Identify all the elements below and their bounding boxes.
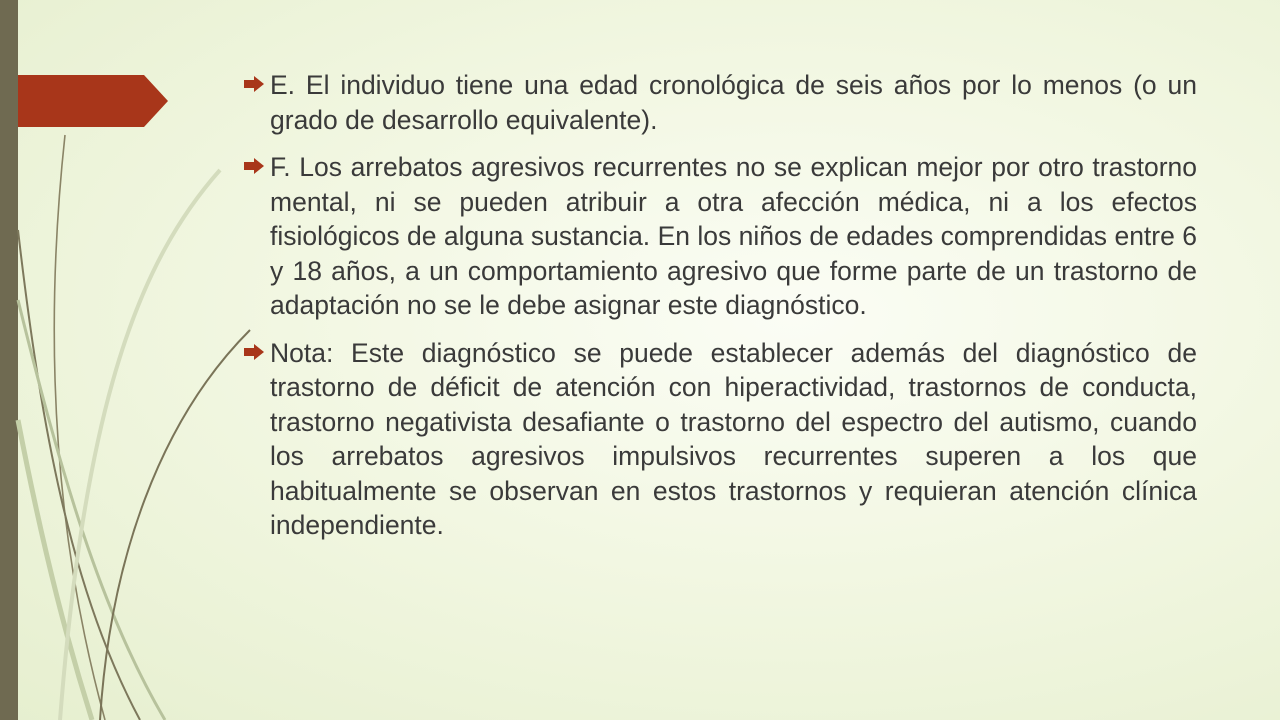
bullet-item-e [244,68,1197,137]
bullet-text: Nota: Este diagnóstico se puede establecer además del diagnóstico de trastorno de déficit de atención con hiperactividad, trastornos de conducta, trastorno negativista desafiante o trastorno del espectro del autismo, cuando los arrebatos agresivos impulsivos recurrentes superen a los que habitualmente se observan en estos trastornos y requieran atención clínica independiente. [270,337,1197,540]
arrow-bullet-icon [244,76,264,92]
bullet-text: F. Los arrebatos agresivos recurrentes no se explican mejor por otro trastorno mental, ni se pueden atribuir a otra afección médica, ni a los efectos fisiológicos de alguna sustancia. En los niños de edades comprendidas entre 6 y 18 años, a un comportamiento agresivo que forme parte de un trastorno de adaptación no se le debe asignar este diagnóstico. [270,152,1197,320]
slide-content [244,68,1197,556]
bullet-text: E. El individuo tiene una edad cronológica de seis años por lo menos (o un grado de desarrollo equivalente). [270,70,1197,135]
arrow-bullet-icon [244,158,264,174]
bullet-item-f [244,150,1197,323]
accent-arrow-tab [18,75,168,127]
arrow-bullet-icon [244,344,264,360]
bullet-item-nota [244,336,1197,543]
